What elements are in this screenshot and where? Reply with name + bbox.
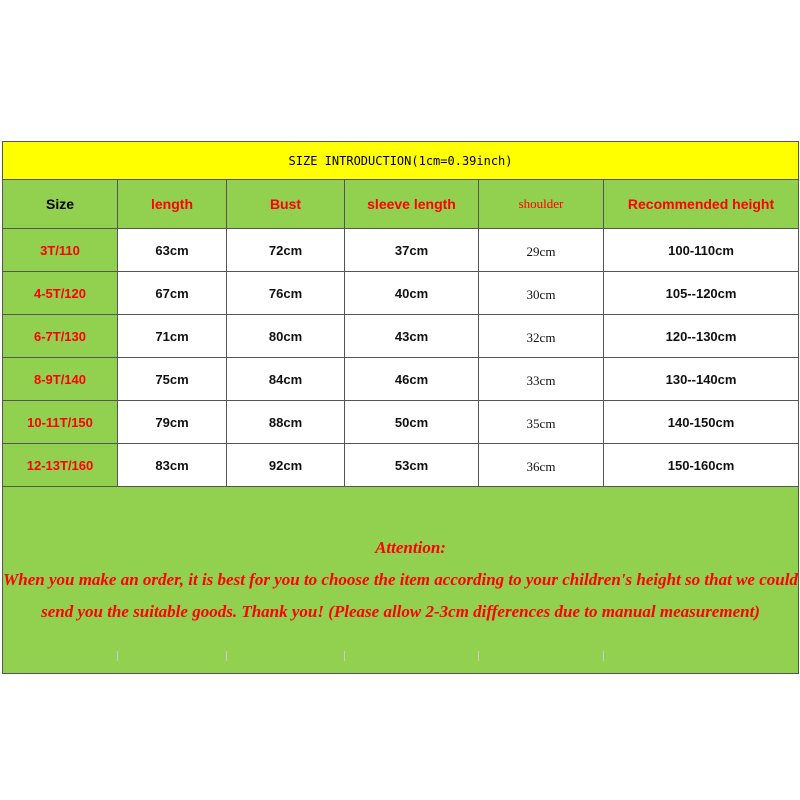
cell-length: 79cm [118, 401, 227, 444]
cell-bust: 92cm [227, 444, 345, 487]
cell-sleeve: 46cm [345, 358, 479, 401]
cell-bust: 88cm [227, 401, 345, 444]
cell-size: 3T/110 [3, 229, 118, 272]
header-length: length [118, 180, 227, 229]
table-row [3, 358, 799, 401]
cell-shoulder: 30cm [479, 272, 604, 315]
cell-shoulder: 36cm [479, 444, 604, 487]
table-row [3, 272, 799, 315]
bottom-rule [2, 651, 798, 661]
cell-sleeve: 40cm [345, 272, 479, 315]
header-recommended-height: Recommended height [604, 180, 799, 229]
chart-title: SIZE INTRODUCTION(1cm=0.39inch) [3, 142, 799, 180]
cell-size: 4-5T/120 [3, 272, 118, 315]
table-row [3, 315, 799, 358]
cell-height: 100-110cm [604, 229, 799, 272]
cell-shoulder: 29cm [479, 229, 604, 272]
header-bust: Bust [227, 180, 345, 229]
cell-length: 83cm [118, 444, 227, 487]
cell-sleeve: 37cm [345, 229, 479, 272]
cell-length: 63cm [118, 229, 227, 272]
table-row [3, 444, 799, 487]
cell-bust: 76cm [227, 272, 345, 315]
cell-bust: 84cm [227, 358, 345, 401]
cell-shoulder: 32cm [479, 315, 604, 358]
cell-height: 105--120cm [604, 272, 799, 315]
cell-height: 120--130cm [604, 315, 799, 358]
table-row [3, 229, 799, 272]
cell-size: 12-13T/160 [3, 444, 118, 487]
cell-shoulder: 33cm [479, 358, 604, 401]
attention-note [3, 487, 799, 674]
note-title: Attention: [375, 538, 446, 557]
cell-size: 6-7T/130 [3, 315, 118, 358]
cell-length: 71cm [118, 315, 227, 358]
cell-sleeve: 53cm [345, 444, 479, 487]
cell-length: 67cm [118, 272, 227, 315]
header-sleeve-length: sleeve length [345, 180, 479, 229]
table-row [3, 401, 799, 444]
cell-shoulder: 35cm [479, 401, 604, 444]
cell-height: 140-150cm [604, 401, 799, 444]
header-row [3, 180, 799, 229]
header-shoulder: shoulder [479, 180, 604, 229]
cell-sleeve: 43cm [345, 315, 479, 358]
cell-bust: 72cm [227, 229, 345, 272]
size-chart [2, 141, 798, 674]
cell-bust: 80cm [227, 315, 345, 358]
cell-size: 10-11T/150 [3, 401, 118, 444]
header-size: Size [3, 180, 118, 229]
size-table [2, 141, 799, 674]
cell-sleeve: 50cm [345, 401, 479, 444]
note-row [3, 487, 799, 674]
cell-height: 150-160cm [604, 444, 799, 487]
note-body: When you make an order, it is best for you to choose the item according to your children's height so that we could send you the suitable goods. Thank you! (Please allow 2-3cm differences due to manual measurement) [3, 570, 798, 621]
cell-height: 130--140cm [604, 358, 799, 401]
cell-size: 8-9T/140 [3, 358, 118, 401]
cell-length: 75cm [118, 358, 227, 401]
